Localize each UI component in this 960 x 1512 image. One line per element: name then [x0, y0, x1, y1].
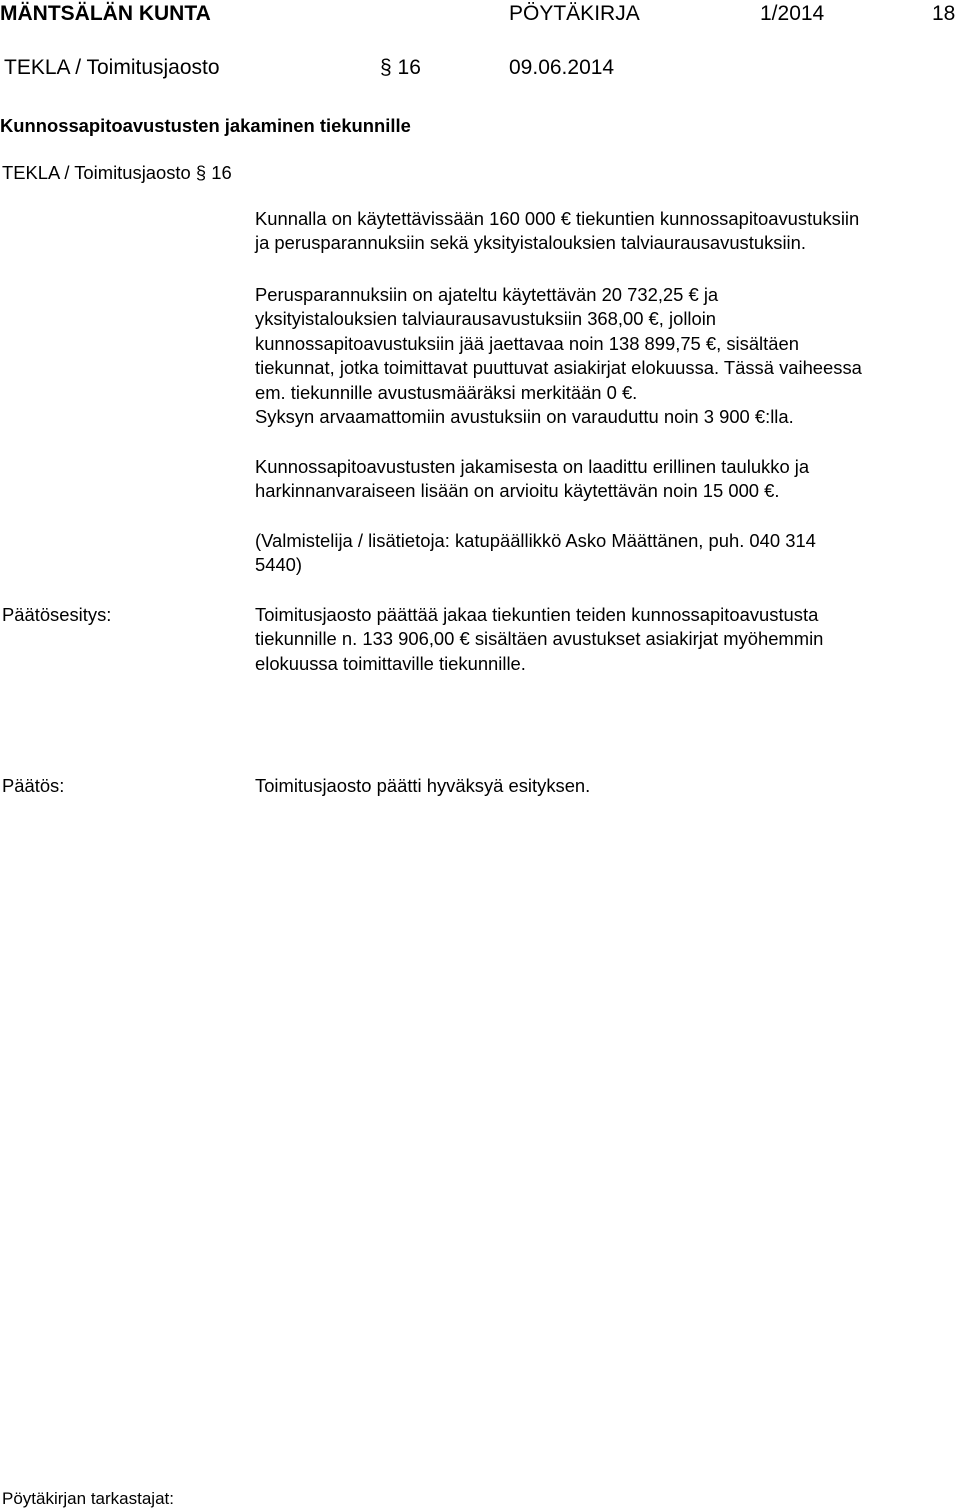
section-number: § 16: [380, 56, 421, 79]
paragraph-text: (Valmistelija / lisätietoja: katupäällikkö Asko Määttänen, puh. 040 314 5440): [255, 530, 816, 576]
page-number: 18: [932, 2, 956, 25]
paragraph-funds-available: [255, 207, 960, 256]
proposal-label: Päätösesitys:: [2, 604, 112, 625]
paragraph-preparer: [255, 529, 960, 578]
proposal-text-block: [255, 603, 960, 676]
footer-reviewers-label: Pöytäkirjan tarkastajat:: [2, 1489, 174, 1508]
paragraph-text: Perusparannuksiin on ajateltu käytettävän 20 732,25 € ja yksityistalouksien talviaurausavustuksiin 368,00 €, jolloin kunnossapitoavustuksiin jää jaettavaa noin 138 899,75 €, sisältäen tiekunnat, jotka toimittavat puuttuvat asiakirjat elokuussa. Tässä vaiheessa em. tiekunnille avustusmääräksi merkitään 0 €. Syksyn arvaamattomiin avustuksiin on varauduttu noin 3 900 €:lla.: [255, 284, 862, 428]
paragraph-table-note: [255, 455, 960, 504]
paragraph-text: Kunnalla on käytettävissään 160 000 € tiekuntien kunnossapitoavustuksiin ja perusparannuksiin sekä yksityistalouksien talviaurausavustuksiin.: [255, 208, 860, 254]
document-type: PÖYTÄKIRJA: [509, 2, 640, 25]
meeting-date: 09.06.2014: [509, 56, 615, 79]
committee-name: TEKLA / Toimitusjaosto: [4, 56, 220, 79]
paragraph-text: Kunnossapitoavustusten jakamisesta on laadittu erillinen taulukko ja harkinnanvaraiseen lisään on arvioitu käytettävän noin 15 000 €.: [255, 456, 810, 502]
decision-text: Toimitusjaosto päätti hyväksyä esityksen.: [255, 775, 591, 796]
item-title: Kunnossapitoavustusten jakaminen tiekunnille: [0, 115, 411, 136]
decision-text-block: [255, 774, 960, 798]
item-reference: TEKLA / Toimitusjaosto § 16: [2, 162, 232, 183]
organization-name: MÄNTSÄLÄN KUNTA: [0, 2, 211, 25]
decision-label: Päätös:: [2, 775, 65, 796]
document-number: 1/2014: [760, 2, 825, 25]
proposal-text: Toimitusjaosto päättää jakaa tiekuntien teiden kunnossapitoavustusta tiekunnille n. 133 906,00 € sisältäen avustukset asiakirjat myöhemmin elokuussa toimittaville tiekunnille.: [255, 604, 824, 674]
paragraph-allocation: [255, 283, 960, 429]
